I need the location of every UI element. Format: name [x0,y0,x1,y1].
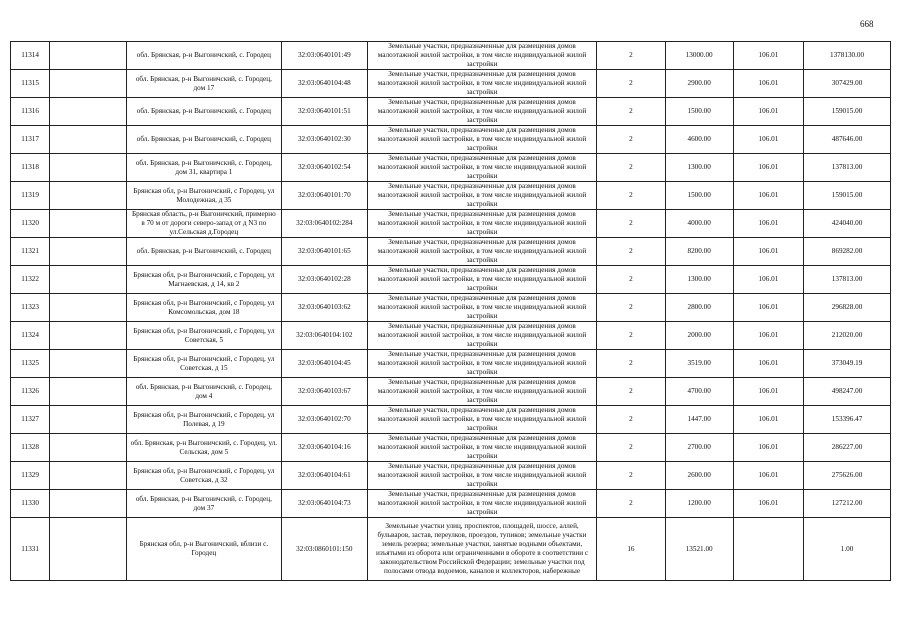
cadastral-value-cell: 373049.19 [804,350,891,378]
table-row [11,350,891,378]
blank-cell [50,182,127,210]
cadastral-value-cell: 127212.00 [804,490,891,518]
cadastral-value-cell: 869282.00 [804,238,891,266]
specific-value-cell: 106.01 [733,350,803,378]
blank-cell [50,490,127,518]
blank-cell [50,322,127,350]
row-number-cell: 11316 [11,98,50,126]
address-cell: Брянская обл, р-н Выгоничский, с Городец, ул Магнаевская, д 14, кв 2 [126,266,281,294]
table-row [11,126,891,154]
land-use-category-cell: Земельные участки, предназначенные для размещения домов малоэтажной жилой застройки, в том числе индивидуальной жилой застройки [367,154,597,182]
blank-cell [50,238,127,266]
table-row [11,490,891,518]
land-use-category-cell: Земельные участки, предназначенные для размещения домов малоэтажной жилой застройки, в том числе индивидуальной жилой застройки [367,322,597,350]
cadastral-number-cell: 32:03:0640101:49 [281,42,367,70]
cadastral-value-cell: 153396.47 [804,406,891,434]
address-cell: Брянская обл, р-н Выгоничский, с Городец, ул Комсомольская, дом 18 [126,294,281,322]
blank-cell [50,378,127,406]
specific-value-cell: 106.01 [733,406,803,434]
land-use-category-cell: Земельные участки, предназначенные для размещения домов малоэтажной жилой застройки, в том числе индивидуальной жилой застройки [367,378,597,406]
area-cell: 4600.00 [665,126,733,154]
cadastral-number-cell: 32:03:0640104:61 [281,462,367,490]
area-cell: 2000.00 [665,322,733,350]
blank-cell [50,462,127,490]
cadastral-value-cell: 498247.00 [804,378,891,406]
cadastral-number-cell: 32:03:0640101:51 [281,98,367,126]
row-number-cell: 11326 [11,378,50,406]
specific-value-cell: 106.01 [733,322,803,350]
address-cell: обл. Брянская, р-н Выгоничский, с. Городец [126,42,281,70]
cadastral-number-cell: 32:03:0640103:67 [281,378,367,406]
blank-cell [50,294,127,322]
cadastral-number-cell: 32:03:0640101:70 [281,182,367,210]
row-number-cell: 11331 [11,518,50,581]
address-cell: обл. Брянская, р-н Выгоничский, с. Городец [126,238,281,266]
page-number: 668 [860,19,874,29]
cadastral-number-cell: 32:03:0640102:284 [281,210,367,238]
group-code-cell: 2 [597,98,665,126]
registry-table [10,41,891,581]
land-use-category-cell: Земельные участки, предназначенные для размещения домов малоэтажной жилой застройки, в том числе индивидуальной жилой застройки [367,266,597,294]
address-cell: Брянская обл, р-н Выгоничский, с Городец, ул Советская, д 15 [126,350,281,378]
area-cell: 2900.00 [665,70,733,98]
group-code-cell: 16 [597,518,665,581]
area-cell: 2600.00 [665,462,733,490]
table-row [11,42,891,70]
blank-cell [50,126,127,154]
table-row [11,210,891,238]
land-use-category-cell: Земельные участки, предназначенные для размещения домов малоэтажной жилой застройки, в том числе индивидуальной жилой застройки [367,42,597,70]
group-code-cell: 2 [597,266,665,294]
cadastral-value-cell: 286227.00 [804,434,891,462]
specific-value-cell: 106.01 [733,378,803,406]
group-code-cell: 2 [597,434,665,462]
row-number-cell: 11323 [11,294,50,322]
group-code-cell: 2 [597,126,665,154]
land-use-category-cell: Земельные участки, предназначенные для размещения домов малоэтажной жилой застройки, в том числе индивидуальной жилой застройки [367,434,597,462]
cadastral-number-cell: 32:03:0640104:73 [281,490,367,518]
specific-value-cell: 106.01 [733,126,803,154]
group-code-cell: 2 [597,294,665,322]
row-number-cell: 11324 [11,322,50,350]
land-use-category-cell: Земельные участки, предназначенные для размещения домов малоэтажной жилой застройки, в том числе индивидуальной жилой застройки [367,238,597,266]
row-number-cell: 11317 [11,126,50,154]
group-code-cell: 2 [597,70,665,98]
area-cell: 13000.00 [665,42,733,70]
blank-cell [50,70,127,98]
table-row [11,294,891,322]
row-number-cell: 11319 [11,182,50,210]
group-code-cell: 2 [597,350,665,378]
table-row [11,266,891,294]
specific-value-cell: 106.01 [733,266,803,294]
cadastral-number-cell: 32:03:0640104:48 [281,70,367,98]
cadastral-value-cell: 137813.00 [804,154,891,182]
cadastral-value-cell: 307429.00 [804,70,891,98]
area-cell: 1500.00 [665,182,733,210]
area-cell: 1300.00 [665,154,733,182]
cadastral-number-cell: 32:03:0640102:54 [281,154,367,182]
row-number-cell: 11318 [11,154,50,182]
area-cell: 1300.00 [665,266,733,294]
specific-value-cell: 106.01 [733,294,803,322]
cadastral-value-cell: 424040.00 [804,210,891,238]
group-code-cell: 2 [597,182,665,210]
blank-cell [50,434,127,462]
land-use-category-cell: Земельные участки, предназначенные для размещения домов малоэтажной жилой застройки, в том числе индивидуальной жилой застройки [367,182,597,210]
group-code-cell: 2 [597,406,665,434]
row-number-cell: 11320 [11,210,50,238]
specific-value-cell: 106.01 [733,238,803,266]
specific-value-cell: 106.01 [733,434,803,462]
cadastral-number-cell: 32:03:0640104:16 [281,434,367,462]
area-cell: 13521.00 [665,518,733,581]
table-row [11,322,891,350]
land-use-category-cell: Земельные участки, предназначенные для размещения домов малоэтажной жилой застройки, в том числе индивидуальной жилой застройки [367,490,597,518]
cadastral-number-cell: 32:03:0640104:45 [281,350,367,378]
group-code-cell: 2 [597,42,665,70]
cadastral-value-cell: 1378130.00 [804,42,891,70]
cadastral-number-cell: 32:03:0860101:150 [281,518,367,581]
land-use-category-cell: Земельные участки, предназначенные для размещения домов малоэтажной жилой застройки, в том числе индивидуальной жилой застройки [367,350,597,378]
table-row [11,406,891,434]
specific-value-cell: 106.01 [733,70,803,98]
area-cell: 2700.00 [665,434,733,462]
cadastral-value-cell: 159015.00 [804,98,891,126]
group-code-cell: 2 [597,322,665,350]
address-cell: Брянская обл, р-н Выгоничский, с Городец, ул Советская, д 32 [126,462,281,490]
land-use-category-cell: Земельные участки, предназначенные для размещения домов малоэтажной жилой застройки, в том числе индивидуальной жилой застройки [367,98,597,126]
land-use-category-cell: Земельные участки, предназначенные для размещения домов малоэтажной жилой застройки, в том числе индивидуальной жилой застройки [367,210,597,238]
area-cell: 2800.00 [665,294,733,322]
table-row [11,70,891,98]
row-number-cell: 11325 [11,350,50,378]
land-use-category-cell: Земельные участки, предназначенные для размещения домов малоэтажной жилой застройки, в том числе индивидуальной жилой застройки [367,70,597,98]
blank-cell [50,266,127,294]
group-code-cell: 2 [597,378,665,406]
row-number-cell: 11327 [11,406,50,434]
row-number-cell: 11322 [11,266,50,294]
table-row [11,154,891,182]
table-row [11,434,891,462]
area-cell: 1200.00 [665,490,733,518]
area-cell: 4700.00 [665,378,733,406]
address-cell: обл. Брянская, р-н Выгоничский, с. Городец, дом 31, квартира 1 [126,154,281,182]
cadastral-value-cell: 296828.00 [804,294,891,322]
land-use-category-cell: Земельные участки, предназначенные для размещения домов малоэтажной жилой застройки, в том числе индивидуальной жилой застройки [367,294,597,322]
cadastral-value-cell: 212020.00 [804,322,891,350]
area-cell: 1447.00 [665,406,733,434]
address-cell: обл. Брянская, р-н Выгоничский, с. Городец, дом 37 [126,490,281,518]
cadastral-value-cell: 487646.00 [804,126,891,154]
blank-cell [50,42,127,70]
cadastral-value-cell: 275626.00 [804,462,891,490]
address-cell: обл. Брянская, р-н Выгоничский, с. Городец [126,98,281,126]
blank-cell [50,518,127,581]
blank-cell [50,98,127,126]
specific-value-cell: 106.01 [733,210,803,238]
specific-value-cell: 106.01 [733,154,803,182]
specific-value-cell: 106.01 [733,42,803,70]
address-cell: Брянская обл, р-н Выгоничский, с Городец, ул Советская, 5 [126,322,281,350]
cadastral-value-cell: 1.00 [804,518,891,581]
cadastral-number-cell: 32:03:0640102:30 [281,126,367,154]
address-cell: обл. Брянская, р-н Выгоничский, с. Городец [126,126,281,154]
group-code-cell: 2 [597,238,665,266]
address-cell: обл. Брянская, р-н Выгоничский, с. Городец, ул. Сельская, дом 5 [126,434,281,462]
land-use-category-cell: Земельные участки, предназначенные для размещения домов малоэтажной жилой застройки, в том числе индивидуальной жилой застройки [367,126,597,154]
cadastral-number-cell: 32:03:0640101:65 [281,238,367,266]
group-code-cell: 2 [597,154,665,182]
specific-value-cell: 106.01 [733,182,803,210]
address-cell: Брянская обл, р-н Выгоничский, вблизи с. Городец [126,518,281,581]
cadastral-value-cell: 159015.00 [804,182,891,210]
table-row [11,98,891,126]
blank-cell [50,154,127,182]
address-cell: обл. Брянская, р-н Выгоничский, с. Городец, дом 4 [126,378,281,406]
address-cell: Брянская обл, р-н Выгоничский, с Городец, ул Полевая, д 19 [126,406,281,434]
cadastral-value-cell: 137813.00 [804,266,891,294]
table-row [11,238,891,266]
table-row [11,518,891,581]
table-row [11,462,891,490]
row-number-cell: 11328 [11,434,50,462]
group-code-cell: 2 [597,462,665,490]
cadastral-number-cell: 32:03:0640102:28 [281,266,367,294]
area-cell: 3519.00 [665,350,733,378]
area-cell: 1500.00 [665,98,733,126]
blank-cell [50,350,127,378]
land-use-category-cell: Земельные участки, предназначенные для размещения домов малоэтажной жилой застройки, в том числе индивидуальной жилой застройки [367,406,597,434]
row-number-cell: 11330 [11,490,50,518]
area-cell: 8200.00 [665,238,733,266]
blank-cell [50,210,127,238]
address-cell: Брянская область, р-н Выгоничский, примерно в 70 м от дороги северо-запад от д N3 по ул.Сельская д.Городец [126,210,281,238]
cadastral-number-cell: 32:03:0640102:70 [281,406,367,434]
row-number-cell: 11315 [11,70,50,98]
specific-value-cell: 106.01 [733,462,803,490]
blank-cell [50,406,127,434]
row-number-cell: 11321 [11,238,50,266]
cadastral-number-cell: 32:03:0640104:102 [281,322,367,350]
group-code-cell: 2 [597,490,665,518]
specific-value-cell [733,518,803,581]
table-row [11,378,891,406]
area-cell: 4000.00 [665,210,733,238]
registry-rows [11,42,891,581]
address-cell: обл. Брянская, р-н Выгоничский, с. Городец, дом 17 [126,70,281,98]
land-use-category-cell: Земельные участки улиц, проспектов, площадей, шоссе, аллей, бульваров, застав, переулков, проездов, тупиков; земельные участки земель резерва; земельные участки, занятые водными объектами, изъятыми из оборота или ограниченными в обороте в соответствии с законодательством Российской Федерации; земельные участки под полосами отвода водоемов, каналов и коллекторов, набережные [367,518,597,581]
cadastral-number-cell: 32:03:0640103:62 [281,294,367,322]
specific-value-cell: 106.01 [733,490,803,518]
group-code-cell: 2 [597,210,665,238]
row-number-cell: 11314 [11,42,50,70]
table-row [11,182,891,210]
specific-value-cell: 106.01 [733,98,803,126]
land-use-category-cell: Земельные участки, предназначенные для размещения домов малоэтажной жилой застройки, в том числе индивидуальной жилой застройки [367,462,597,490]
address-cell: Брянская обл, р-н Выгоничский, с Городец, ул Молодежная, д 35 [126,182,281,210]
row-number-cell: 11329 [11,462,50,490]
